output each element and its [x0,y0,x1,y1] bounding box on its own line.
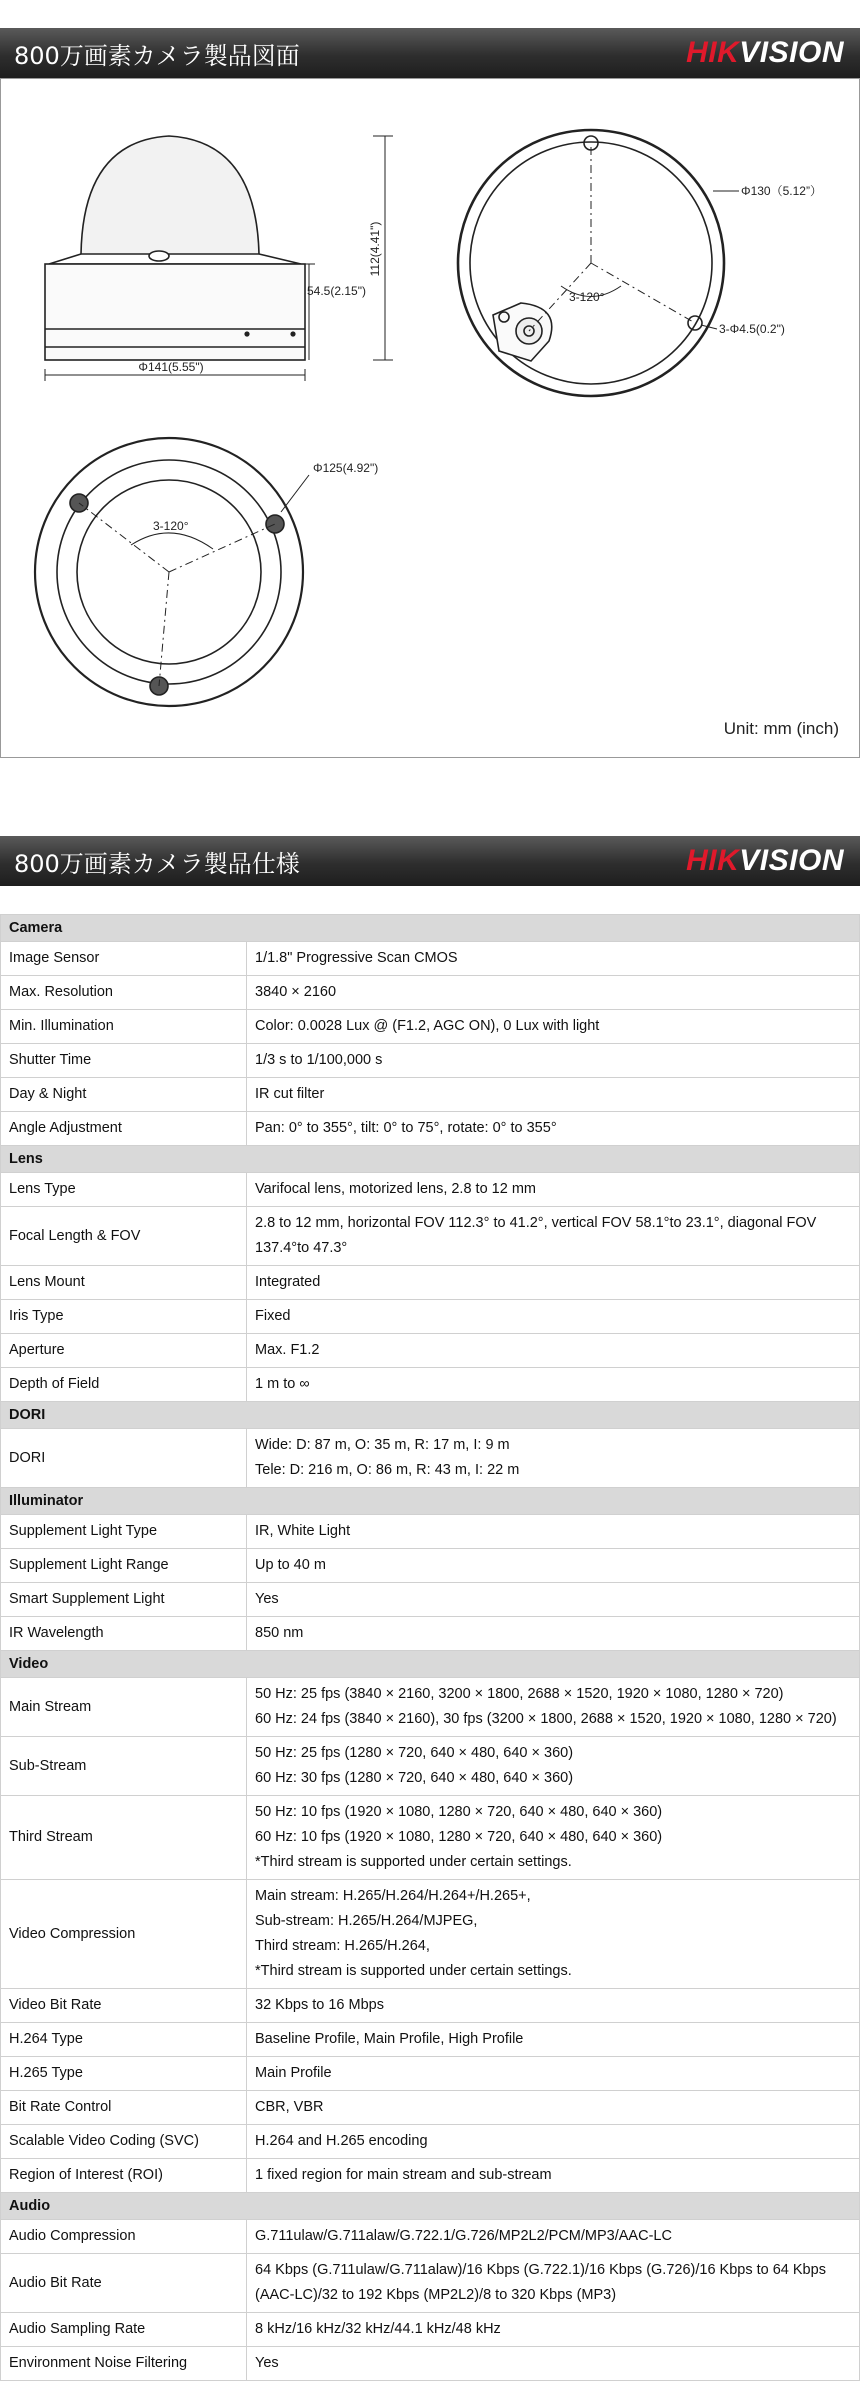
spec-value-line: Varifocal lens, motorized lens, 2.8 to 12 mm [255,1181,536,1197]
spec-row [1,1112,860,1146]
spec-row [1,1429,860,1488]
spec-row [1,1173,860,1207]
spec-value [247,2023,860,2057]
spec-value-line: Max. F1.2 [255,1342,320,1358]
mount-diameter-label: Φ130（5.12”） [741,184,822,198]
spec-row [1,2023,860,2057]
spec-row [1,2220,860,2254]
spec-value-line: Fixed [255,1308,291,1324]
spec-value [247,1989,860,2023]
spec-key: IR Wavelength [1,1617,247,1651]
spec-key: Max. Resolution [1,976,247,1010]
spec-key: Main Stream [1,1678,247,1737]
spec-key: Aperture [1,1334,247,1368]
spec-key: Smart Supplement Light [1,1583,247,1617]
spec-value-line: Color: 0.0028 Lux @ (F1.2, AGC ON), 0 Lux with light [255,1018,600,1034]
drawing-header [0,28,860,78]
spec-value [247,1549,860,1583]
spec-key: Supplement Light Range [1,1549,247,1583]
spec-value-line: IR cut filter [255,1086,325,1102]
spec-value [247,1429,860,1488]
spec-section-row [1,915,860,942]
spec-value [247,1796,860,1880]
spec-table [0,914,860,2381]
spec-key: Audio Compression [1,2220,247,2254]
spec-row [1,1796,860,1880]
mount-angle-label: 3-120° [569,290,605,304]
spec-value [247,1880,860,1989]
spec-key: Sub-Stream [1,1737,247,1796]
spec-value [247,942,860,976]
spec-value-line: 50 Hz: 25 fps (3840 × 2160, 3200 × 1800, 2688 × 1520, 1920 × 1080, 1280 × 720) [255,1686,784,1702]
spec-value-line: 850 nm [255,1625,304,1641]
spec-value [247,1112,860,1146]
spec-section-row [1,2193,860,2220]
spec-key: Audio Sampling Rate [1,2313,247,2347]
spec-row [1,1989,860,2023]
spec-value [247,2125,860,2159]
spec-key: Lens Type [1,1173,247,1207]
spec-value [247,1368,860,1402]
spec-section-row [1,1651,860,1678]
spec-row [1,1617,860,1651]
spec-value-line: Main Profile [255,2065,332,2081]
spec-value-line: 32 Kbps to 16 Mbps [255,1997,384,2013]
spec-value-line: 1 m to ∞ [255,1376,310,1392]
spec-value-line: 2.8 to 12 mm, horizontal FOV 112.3° to 41.2°, vertical FOV 58.1°to 23.1°, diagonal FOV 137.4°to 47.3° [255,1215,817,1256]
spec-value-line: IR, White Light [255,1523,351,1539]
side-width-label: Φ141(5.55") [138,360,204,374]
spec-section-row [1,1488,860,1515]
drawing-figures [1,79,861,759]
spec-key: H.265 Type [1,2057,247,2091]
spec-value-line: 64 Kbps (G.711ulaw/G.711alaw)/16 Kbps (G.722.1)/16 Kbps (G.726)/16 Kbps to 64 Kbps (AAC-LC)/32 to 192 Kbps (MP2L2)/8 to 320 Kbps (MP3) [255,2262,826,2303]
spec-row [1,1207,860,1266]
spec-value [247,2159,860,2193]
spec-key: Lens Mount [1,1266,247,1300]
spec-key: Focal Length & FOV [1,1207,247,1266]
spec-value [247,1266,860,1300]
spec-section-title: Camera [1,915,860,942]
bottom-angle-label: 3-120° [153,519,189,533]
spec-value [247,1044,860,1078]
spec-row [1,1368,860,1402]
bottom-diameter-label: Φ125(4.92") [313,461,379,475]
product-drawing [0,78,860,758]
spec-value-line: 50 Hz: 25 fps (1280 × 720, 640 × 480, 640 × 360) [255,1745,574,1761]
spec-value-line: Yes [255,1591,279,1607]
spec-row [1,2347,860,2381]
spec-row [1,1515,860,1549]
drawing-header-title: 800万画素カメラ製品図面 [14,41,300,70]
spec-key: H.264 Type [1,2023,247,2057]
spec-value-line: 60 Hz: 10 fps (1920 × 1080, 1280 × 720, 640 × 480, 640 × 360) [255,1829,663,1845]
spec-key: Third Stream [1,1796,247,1880]
spec-key: Scalable Video Coding (SVC) [1,2125,247,2159]
spec-value [247,1583,860,1617]
spec-value [247,1300,860,1334]
spec-value [247,1617,860,1651]
side-base-height-label: 54.5(2.15") [307,284,366,298]
spec-value-line: 8 kHz/16 kHz/32 kHz/44.1 kHz/48 kHz [255,2321,501,2337]
spec-row [1,1583,860,1617]
spec-value-line: Sub-stream: H.265/H.264/MJPEG, [255,1913,478,1929]
spec-row [1,2254,860,2313]
spec-value-line: *Third stream is supported under certain settings. [255,1854,572,1870]
spec-row [1,1737,860,1796]
spec-key: Video Compression [1,1880,247,1989]
spec-value-line: 1/3 s to 1/100,000 s [255,1052,383,1068]
spec-key: Angle Adjustment [1,1112,247,1146]
spec-row [1,1334,860,1368]
spec-row [1,1549,860,1583]
spec-row [1,1010,860,1044]
spec-row [1,2057,860,2091]
spec-value-line: G.711ulaw/G.711alaw/G.722.1/G.726/MP2L2/PCM/MP3/AAC-LC [255,2228,672,2244]
spec-value-line: Integrated [255,1274,321,1290]
spec-value [247,2220,860,2254]
spec-row [1,2313,860,2347]
side-height-label: 112(4.41") [368,221,382,277]
spec-value-line: 60 Hz: 24 fps (3840 × 2160), 30 fps (3200 × 1800, 2688 × 1520, 1920 × 1080, 1280 × 720) [255,1711,837,1727]
spec-value-line: Baseline Profile, Main Profile, High Profile [255,2031,524,2047]
spec-value-line: H.264 and H.265 encoding [255,2133,428,2149]
spec-value-line: 50 Hz: 10 fps (1920 × 1080, 1280 × 720, 640 × 480, 640 × 360) [255,1804,663,1820]
spec-value [247,2091,860,2125]
spec-value-line: 60 Hz: 30 fps (1280 × 720, 640 × 480, 640 × 360) [255,1770,574,1786]
spec-value [247,2254,860,2313]
spec-value-line: Main stream: H.265/H.264/H.264+/H.265+, [255,1888,531,1904]
spec-key: Region of Interest (ROI) [1,2159,247,2193]
spec-section-title: Illuminator [1,1488,860,1515]
unit-label: Unit: mm (inch) [723,719,839,738]
hikvision-logo: HIKVISION [686,36,844,69]
spec-row [1,942,860,976]
spec-section-title: DORI [1,1402,860,1429]
hikvision-logo-spec: HIKVISION [686,844,844,877]
spec-row [1,1300,860,1334]
side-view [45,136,393,381]
spec-value [247,2347,860,2381]
spec-value [247,2057,860,2091]
spec-value-line: Pan: 0° to 355°, tilt: 0° to 75°, rotate: 0° to 355° [255,1120,557,1136]
spec-value-line: 1 fixed region for main stream and sub-stream [255,2167,552,2183]
spec-key: Bit Rate Control [1,2091,247,2125]
mount-holes-label: 3-Φ4.5(0.2") [719,322,785,336]
mount-plate-view [458,130,739,396]
spec-value [247,1515,860,1549]
bottom-view [35,438,309,706]
spec-row [1,1880,860,1989]
spec-value [247,1678,860,1737]
spec-value [247,2313,860,2347]
spec-key: Shutter Time [1,1044,247,1078]
spec-section-title: Audio [1,2193,860,2220]
spec-row [1,2159,860,2193]
spec-value [247,1737,860,1796]
spec-value-line: Yes [255,2355,279,2371]
spec-value-line: Tele: D: 216 m, O: 86 m, R: 43 m, I: 22 m [255,1462,520,1478]
spec-value [247,976,860,1010]
spec-key: Video Bit Rate [1,1989,247,2023]
spec-key: Depth of Field [1,1368,247,1402]
spec-row [1,1266,860,1300]
spec-section-title: Video [1,1651,860,1678]
spec-key: Image Sensor [1,942,247,976]
spec-value-line: 3840 × 2160 [255,984,337,1000]
spec-key: Min. Illumination [1,1010,247,1044]
spec-header [0,836,860,886]
spec-row [1,2091,860,2125]
spec-value [247,1207,860,1266]
spec-row [1,1678,860,1737]
spec-row [1,976,860,1010]
spec-value-line: Third stream: H.265/H.264, [255,1938,430,1954]
spec-value [247,1010,860,1044]
spec-value-line: Wide: D: 87 m, O: 35 m, R: 17 m, I: 9 m [255,1437,510,1453]
spec-section-title: Lens [1,1146,860,1173]
spec-value-line: CBR, VBR [255,2099,324,2115]
spec-key: Supplement Light Type [1,1515,247,1549]
spec-value-line: Up to 40 m [255,1557,326,1573]
spec-value [247,1078,860,1112]
spec-row [1,2125,860,2159]
spec-value [247,1334,860,1368]
spec-key: Day & Night [1,1078,247,1112]
spec-value-line: 1/1.8" Progressive Scan CMOS [255,950,458,966]
spec-key: Iris Type [1,1300,247,1334]
spec-value-line: *Third stream is supported under certain settings. [255,1963,572,1979]
spec-row [1,1044,860,1078]
spec-value [247,1173,860,1207]
spec-key: DORI [1,1429,247,1488]
spec-key: Environment Noise Filtering [1,2347,247,2381]
spec-section-row [1,1402,860,1429]
spec-header-title: 800万画素カメラ製品仕様 [14,849,300,878]
spec-key: Audio Bit Rate [1,2254,247,2313]
spec-section-row [1,1146,860,1173]
spec-row [1,1078,860,1112]
